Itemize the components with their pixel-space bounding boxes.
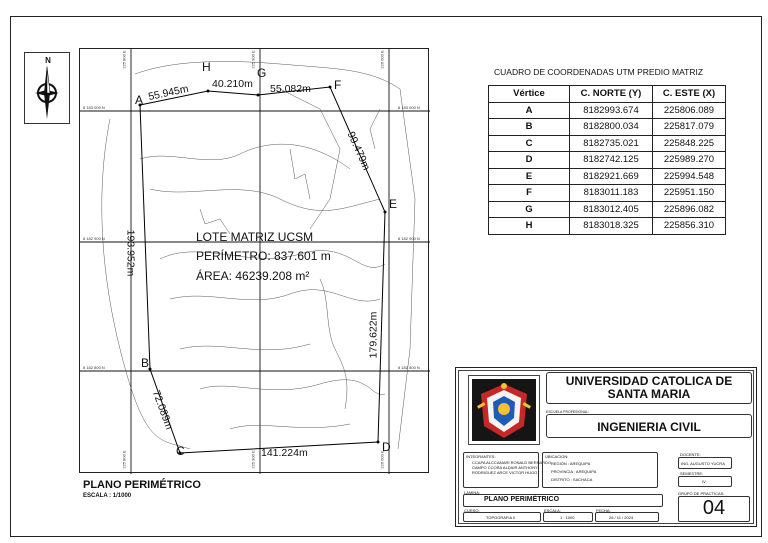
distance-e-d: 179.622m <box>367 311 380 359</box>
east-cell: 225806.089 <box>653 102 726 119</box>
north-cell: 8182742.125 <box>570 152 653 169</box>
distance-a-h: 55.945m <box>147 82 190 104</box>
provincia-text: PROVINCIA : AREQUIPA <box>551 469 597 474</box>
north-arrow-box <box>24 52 70 124</box>
fecha-label: FECHA: <box>596 508 611 513</box>
escuela-name: INGENIERIA CIVIL <box>546 414 752 438</box>
lamina-label: LAMINA: <box>464 490 481 495</box>
grupo-label: GRUPO DE PRACTICAS: <box>678 491 725 496</box>
north-cell: 8183012.405 <box>570 201 653 218</box>
docente-name: ING. AUGUSTO YUCRA <box>681 461 725 466</box>
east-cell: 225994.548 <box>653 168 726 185</box>
vertex-label-b: B <box>141 356 150 370</box>
grid-label: 225 900 E <box>250 450 256 469</box>
north-cell: 8182800.034 <box>570 119 653 136</box>
vertex-label-d: D <box>382 440 391 454</box>
grid-label: 225 800 E <box>121 450 127 469</box>
table-row <box>489 201 726 218</box>
grid-label: 8 183 000 N <box>83 105 105 110</box>
east-cell: 225951.150 <box>653 185 726 202</box>
semestre-label: SEMESTRE: <box>680 471 704 476</box>
university-name: UNIVERSIDAD CATOLICA DE SANTA MARIA <box>546 372 752 404</box>
plan-scale: ESCALA : 1/1000 <box>83 493 132 499</box>
ubicacion-label: UBICACION: <box>545 454 569 459</box>
coordinates-table-title: CUADRO DE COORDENADAS UTM PREDIO MATRIZ <box>494 67 704 77</box>
integrante-name: CCAPA ALCCAMARI RONALD BERNARDO <box>472 460 552 465</box>
distrito-text: DISTRITO : SACHACA <box>551 477 593 482</box>
north-cell: 8183011.183 <box>570 185 653 202</box>
grid-label: 226 000 E <box>379 50 385 69</box>
plan-title: PLANO PERIMÉTRICO <box>83 479 201 491</box>
east-cell: 225817.079 <box>653 119 726 136</box>
lamina-value: PLANO PERIMÉTRICO <box>484 496 560 503</box>
vertex-label-c: C <box>176 444 185 458</box>
north-cell: 8183018.325 <box>570 218 653 235</box>
north-cell: 8182735.021 <box>570 135 653 152</box>
vertex-cell: D <box>489 152 570 169</box>
vertex-label-h: H <box>202 60 211 74</box>
table-row <box>489 135 726 152</box>
vertex-label-f: F <box>334 78 342 92</box>
title-block <box>455 367 757 527</box>
east-cell: 225848.225 <box>653 135 726 152</box>
grid-label: 8 182 900 N <box>398 236 420 241</box>
coordinates-table <box>488 85 726 235</box>
table-row <box>489 102 726 119</box>
distance-b-a: 193.952m <box>124 229 137 277</box>
grid-label: 8 182 800 N <box>83 365 105 370</box>
university-logo <box>468 375 540 445</box>
table-row <box>489 185 726 202</box>
vertex-label-a: A <box>135 93 144 107</box>
vertex-cell: E <box>489 168 570 185</box>
vertex-label-e: E <box>389 197 398 211</box>
grid-label: 8 183 000 N <box>398 105 420 110</box>
docente-label: DOCENTE: <box>680 452 701 457</box>
north-cell: 8182993.674 <box>570 102 653 119</box>
north-arrow-icon <box>25 53 71 125</box>
vertex-cell: A <box>489 102 570 119</box>
vertex-label-g: G <box>257 66 267 80</box>
table-header-row <box>489 86 726 103</box>
east-cell: 225989.270 <box>653 152 726 169</box>
vertex-cell: C <box>489 135 570 152</box>
semestre-value: IV <box>702 479 706 484</box>
column-header: C. NORTE (Y) <box>570 86 653 103</box>
distance-d-c: 141.224m <box>261 447 308 459</box>
table-row <box>489 168 726 185</box>
table-row <box>489 218 726 235</box>
fecha-value: 26 / 11 / 2024 <box>609 515 634 520</box>
integrante-name: CAMPO CCORA ALDAIR ANTHONY <box>472 465 538 470</box>
integrante-name: RODRIGUEZ ARCE VICTOR HUGO <box>472 470 538 475</box>
lote-title: LOTE MATRIZ UCSM <box>196 230 314 244</box>
north-letter: N <box>45 56 51 65</box>
vertex-cell: F <box>489 185 570 202</box>
area-text: ÁREA: 46239.208 m² <box>196 269 310 283</box>
curso-value: TOPOGRAFIA II <box>486 515 516 520</box>
distance-g-f: 55.082m <box>270 83 311 95</box>
distance-f-e: 99.479m <box>344 129 373 173</box>
crest-icon <box>469 376 539 444</box>
escala-label: ESCALA: <box>544 508 561 513</box>
distance-h-g: 40.210m <box>212 78 253 90</box>
vertex-cell: H <box>489 218 570 235</box>
region-text: REGIÓN : AREQUIPA <box>551 461 591 466</box>
column-header: C. ESTE (X) <box>653 86 726 103</box>
map-frame <box>79 48 429 473</box>
column-header: Vértice <box>489 86 570 103</box>
distance-c-b: 72.089m <box>149 388 176 432</box>
escala-value: 1 : 1000 <box>560 515 575 520</box>
grid-label: 8 182 900 N <box>83 236 105 241</box>
table-row <box>489 152 726 169</box>
escuela-label: ESCUELA PROFESIONAL: <box>546 410 589 414</box>
grid-label: 225 800 E <box>121 50 127 69</box>
grid-label: 226 000 E <box>379 450 385 469</box>
east-cell: 225896.082 <box>653 201 726 218</box>
table-row <box>489 119 726 136</box>
grid-label: 225 900 E <box>250 50 256 69</box>
east-cell: 225856.310 <box>653 218 726 235</box>
integrantes-label: INTEGRANTES: <box>466 454 496 459</box>
north-cell: 8182921.669 <box>570 168 653 185</box>
vertex-cell: B <box>489 119 570 136</box>
perimetro-text: PERÍMETRO: 837.601 m <box>196 249 331 263</box>
vertex-cell: G <box>489 201 570 218</box>
grupo-number: 04 <box>702 497 726 519</box>
grid-label: 8 182 800 N <box>398 365 420 370</box>
curso-label: CURSO: <box>464 508 480 513</box>
